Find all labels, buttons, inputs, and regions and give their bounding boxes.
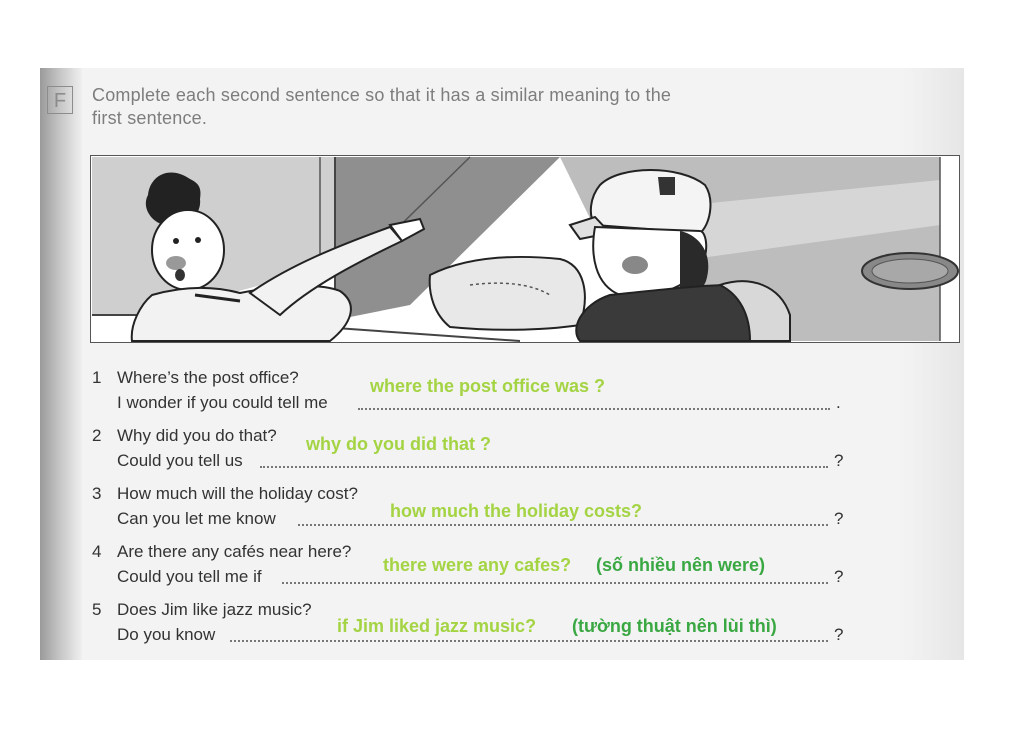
item-stem: Could you tell us	[117, 451, 243, 470]
handwritten-answer[interactable]: there were any cafes?	[383, 555, 572, 575]
item-stem: Do you know	[117, 625, 216, 644]
handwritten-note: (tường thuật nên lùi thì)	[572, 616, 777, 636]
item-end-punctuation: ?	[834, 451, 844, 470]
exercise-instruction	[92, 84, 792, 130]
handwritten-note: (số nhiều nên were)	[596, 555, 766, 575]
book-spine-shadow	[40, 68, 82, 660]
item-question: Does Jim like jazz music?	[117, 600, 312, 619]
item-number: 3	[92, 484, 102, 503]
item-end-punctuation: ?	[834, 567, 844, 586]
illustration	[90, 155, 960, 343]
handwritten-answer[interactable]: where the post office was ?	[370, 376, 606, 396]
item-question: Are there any cafés near here?	[117, 542, 352, 561]
handwritten-answer[interactable]: if Jim liked jazz music?	[337, 616, 537, 636]
item-question: Why did you do that?	[117, 426, 277, 445]
answer-line[interactable]	[298, 524, 828, 526]
answer-line[interactable]	[260, 466, 828, 468]
answer-line[interactable]	[358, 408, 830, 410]
item-number: 1	[92, 368, 102, 387]
item-stem: Could you tell me if	[117, 567, 262, 586]
item-stem: Can you let me know	[117, 509, 276, 528]
exercise-letter-badge: F	[47, 86, 73, 114]
answer-line[interactable]	[230, 640, 828, 642]
instruction-line-2: first sentence.	[92, 108, 208, 128]
item-question: Where’s the post office?	[117, 368, 299, 387]
item-number: 4	[92, 542, 102, 561]
item-question: How much will the holiday cost?	[117, 484, 358, 503]
handwritten-answer[interactable]: why do you did that ?	[306, 434, 491, 454]
item-number: 2	[92, 426, 102, 445]
item-end-punctuation: ?	[834, 509, 844, 528]
instruction-line-1: Complete each second sentence so that it has a similar meaning to the	[92, 85, 672, 105]
item-end-punctuation: .	[836, 393, 841, 412]
item-number: 5	[92, 600, 102, 619]
item-end-punctuation: ?	[834, 625, 844, 644]
answer-line[interactable]	[282, 582, 828, 584]
item-stem: I wonder if you could tell me	[117, 393, 328, 412]
handwritten-answer[interactable]: how much the holiday costs?	[390, 501, 643, 521]
